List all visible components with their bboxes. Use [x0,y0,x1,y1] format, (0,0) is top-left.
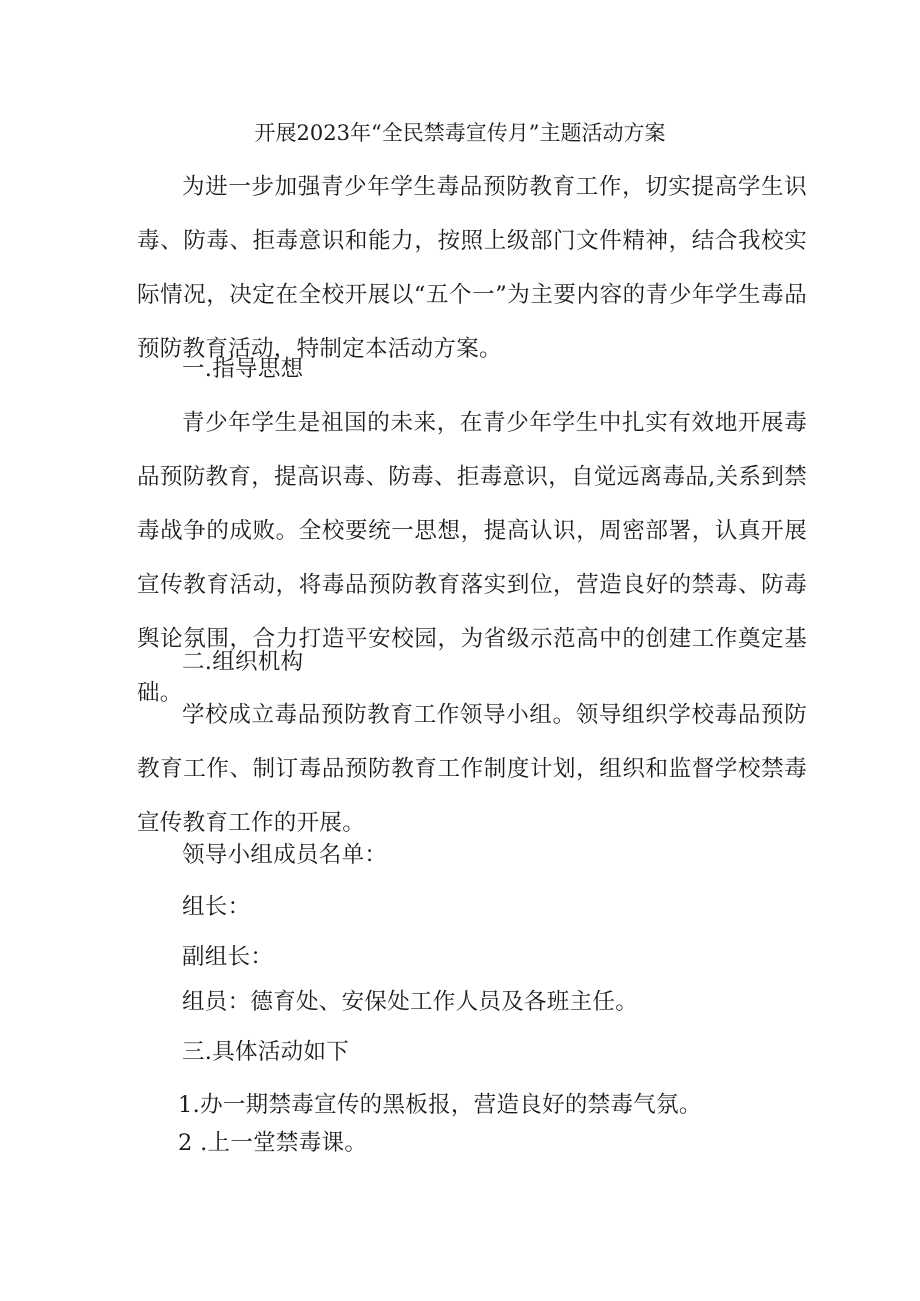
document-title: 开展2023年“全民禁毒宣传月”主题活动方案 [254,121,666,145]
section3-heading: 三.具体活动如下 [182,1039,350,1065]
intro-paragraph: 为进一步加强青少年学生毒品预防教育工作，切实提高学生识毒、防毒、拒毒意识和能力，按照上级部门文件精神，结合我校实际情况，决定在全校开展以“五个一”为主要内容的青少年学生毒品预防教育活动，特制定本活动方案。 [137,174,807,362]
leader-line: 组长： [182,894,251,920]
deputy-leader-line: 副组长： [182,944,274,970]
section1-heading: 一.指导思想 [182,356,304,382]
section2-body: 学校成立毒品预防教育工作领导小组。领导组织学校毒品预防教育工作、制订毒品预防教育工作制度计划，组织和监督学校禁毒宣传教育工作的开展。 [137,702,807,836]
activity-item-2: 2 .上一堂禁毒课。 [178,1130,368,1156]
section2-heading: 二.组织机构 [182,649,304,675]
members-line: 组员：德育处、安保处工作人员及各班主任。 [182,989,639,1015]
section1-body: 青少年学生是祖国的未来，在青少年学生中扎实有效地开展毒品预防教育，提高识毒、防毒、拒毒意识，自觉远离毒品,关系到禁毒战争的成败。全校要统一思想，提高认识，周密部署，认真开展宣传教育活动，将毒品预防教育落实到位，营造良好的禁毒、防毒舆论氛围，合力打造平安校园，为省级示范高中的创建工作奠定基础。 [137,410,807,706]
member-list-label: 领导小组成员名单： [182,842,388,868]
activity-item-1: 1.办一期禁毒宣传的黑板报，营造良好的禁毒气氛。 [178,1092,702,1118]
